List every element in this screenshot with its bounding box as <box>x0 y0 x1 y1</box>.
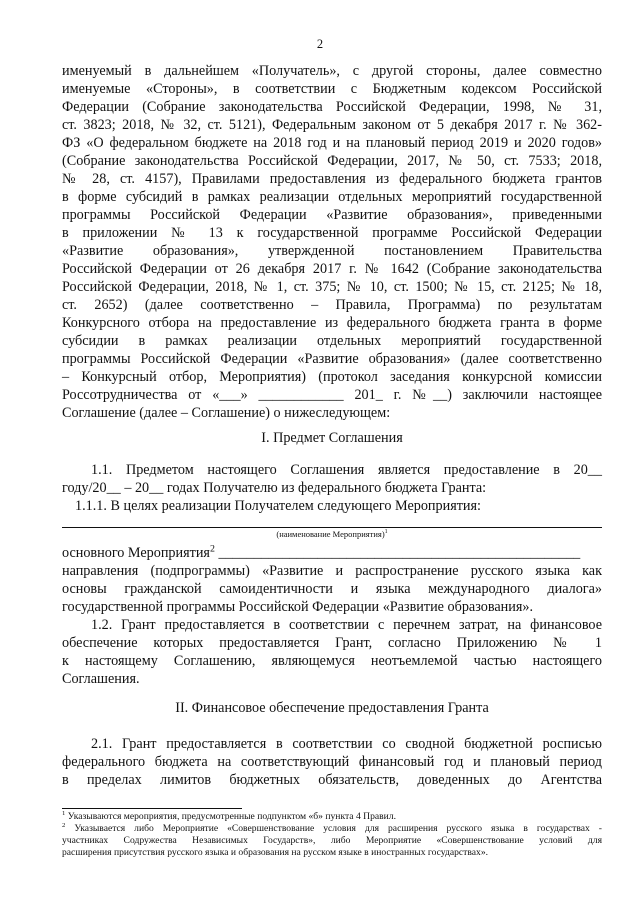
footnote-2-line: расширения присутствия русского языка и образования на русском языке в иностранных государствах». <box>62 847 489 858</box>
intro-line: ст. 2652) (далее соответственно – Правила, Программа) по результатам <box>62 297 602 313</box>
footnote-text: Указываются мероприятия, предусмотренные подпунктом «б» пункта 4 Правил. <box>67 811 396 822</box>
intro-line: программы Российской Федерации «Развитие образования», приведенными <box>62 207 602 223</box>
clause-1-2-line: Соглашения. <box>62 671 140 687</box>
clause-1-2-line: 1.2. Грант предоставляется в соответствии с перечнем затрат, на финансовое <box>91 617 602 633</box>
main-event-label: основного Мероприятия <box>62 545 210 561</box>
intro-line: Российской Федерации, 2018, № 1, ст. 375; № 10, ст. 1500; № 15, ст. 2125; № 18, <box>62 279 602 295</box>
intro-line: № 28, ст. 4157), Правилами предоставления из федерального бюджета грантов <box>62 171 602 187</box>
footnote-ref: 1 <box>384 529 388 536</box>
intro-line: – Конкурсный отбор, Мероприятия) (протокол заседания конкурсной комиссии <box>62 369 602 385</box>
footnote-ref: 2 <box>209 543 215 555</box>
direction-line: государственной программы Российской Федерации «Развитие образования». <box>62 599 533 615</box>
footnote-2-line: участниках Содружества Независимых Государств», либо Мероприятие «Совершенствование условий для <box>62 835 602 846</box>
intro-line: Соглашение (далее – Соглашение) о нижеследующем: <box>62 405 391 421</box>
intro-line: «Развитие образования», утвержденной постановлением Правительства <box>62 243 602 259</box>
intro-line: именуемый в дальнейшем «Получатель», с другой стороны, далее совместно <box>62 63 602 79</box>
section-2-title: II. Финансовое обеспечение предоставления Гранта <box>175 700 489 716</box>
footnote-divider <box>62 808 242 809</box>
event-name-caption <box>62 529 602 539</box>
footnote-text: Указывается либо Мероприятие «Совершенствование условия для расширения русского языка в государствах - <box>74 823 602 834</box>
clause-2-1-line: федерального бюджета на соответствующий финансовый год и плановый период <box>62 754 602 770</box>
intro-line: программы Российской Федерации «Развитие образования» (далее соответственно <box>62 351 602 367</box>
clause-2-1-line: 2.1. Грант предоставляется в соответствии со сводной бюджетной росписью <box>91 736 602 752</box>
intro-line: ФЗ «О федеральном бюджете на 2018 год и на плановый период 2019 и 2020 годов» <box>62 135 602 151</box>
section-1-title: I. Предмет Соглашения <box>261 430 403 446</box>
intro-line: именуемые «Стороны», в соответствии с Бюджетным кодексом Российской <box>62 81 602 97</box>
footnote-2 <box>62 823 602 835</box>
page-number: 2 <box>316 37 324 51</box>
direction-line: направления (подпрограммы) «Развитие и распространение русского языка как <box>62 563 602 579</box>
clause-1-1-1: 1.1.1. В целях реализации Получателем следующего Мероприятия: <box>75 498 481 514</box>
intro-line: Федерации (Собрание законодательства Российской Федерации, 1998, № 31, <box>62 99 602 115</box>
intro-line: ст. 3823; 2018, № 32, ст. 5121), Федеральным законом от 5 декабря 2017 г. № 362- <box>62 117 602 133</box>
intro-line: Российской Федерации от 26 декабря 2017 г. № 1642 (Собрание законодательства <box>62 261 602 277</box>
intro-line: в форме субсидий в рамках реализации отдельных мероприятий государственной <box>62 189 602 205</box>
caption-text: (наименование Мероприятия) <box>276 529 385 539</box>
intro-line: Россотрудничества от «___» ____________ 201_ г. №__) заключили настоящее <box>62 387 602 403</box>
footnote-marker: 2 <box>62 821 66 829</box>
intro-line: в приложении № 13 к государственной программе Российской Федерации <box>62 225 602 241</box>
clause-1-1-line: году/20__ – 20__ годах Получателю из федерального бюджета Гранта: <box>62 480 487 496</box>
intro-line: субсидии в рамках реализации отдельных мероприятий государственной <box>62 333 602 349</box>
footnote-marker: 1 <box>62 809 66 817</box>
footnote-1 <box>62 811 602 823</box>
main-event-line <box>62 545 602 563</box>
intro-line: Конкурсного отбора на предоставление из федерального бюджета гранта в форме <box>62 315 602 331</box>
clause-2-1-line: в пределах лимитов бюджетных обязательств, доведенных до Агентства <box>62 772 602 788</box>
event-name-blank-line <box>62 527 602 528</box>
clause-1-2-line: к настоящему Соглашению, являющемуся неотъемлемой частью настоящего <box>62 653 602 669</box>
intro-line: (Собрание законодательства Российской Федерации, 2017, № 50, ст. 7533; 2018, <box>62 153 602 169</box>
clause-1-2-line: обеспечение которых предоставляется Грант, согласно Приложению № 1 <box>62 635 602 651</box>
main-event-blank: ___________________________________________________ <box>218 545 581 561</box>
direction-line: основы гражданской самоидентичности и языка международного диалога» <box>62 581 602 597</box>
clause-1-1-line: 1.1. Предметом настоящего Соглашения является предоставление в 20__ <box>91 462 602 478</box>
